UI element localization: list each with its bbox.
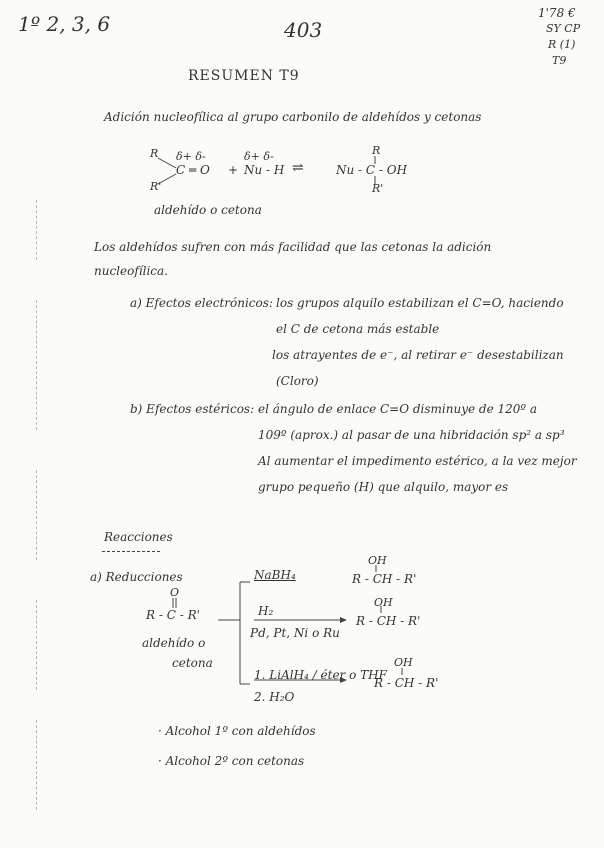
mech-product-bottom: R': [372, 182, 384, 195]
mech-carbonyl: C ═ O: [176, 163, 210, 177]
mech-product: Nu - C - OH: [336, 163, 408, 177]
intro-line-1: Los aldehídos sufren con más facilidad que las cetonas la adición: [94, 240, 492, 254]
mech-charges-reagent: δ+ δ-: [244, 150, 274, 163]
note-secondary-alcohol: · Alcohol 2º con cetonas: [158, 754, 305, 768]
product-3: R - CH - R': [374, 676, 439, 690]
reagent-water: 2. H₂O: [254, 690, 295, 704]
product-3-oh: OH: [394, 656, 413, 669]
reagent-h2-conditions: Pd, Pt, Ni o Ru: [250, 626, 340, 640]
corner-code: SY CP: [546, 22, 581, 35]
page-number: 403: [284, 18, 323, 42]
reductions-label: a) Reducciones: [90, 570, 183, 584]
point-a-line-3: los atrayentes de e⁻, al retirar e⁻ desestabilizan: [272, 348, 564, 362]
mech-equilibrium-arrow: ⇌: [292, 160, 304, 176]
mech-caption: aldehído o cetona: [154, 203, 262, 217]
mech-reagent: Nu - H: [244, 163, 285, 177]
reactant-caption-2: cetona: [172, 656, 213, 670]
point-a-line-2: el C de cetona más estable: [276, 322, 440, 336]
reactant-oxygen: O: [170, 586, 180, 599]
point-a-line-1: los grupos alquilo estabilizan el C=O, haciendo: [276, 296, 564, 310]
corner-note-left: 1º 2, 3, 6: [18, 12, 111, 36]
mech-product-top: R: [372, 144, 381, 157]
mech-r-top: R: [150, 147, 159, 160]
subtitle: Adición nucleofílica al grupo carbonilo de aldehídos y cetonas: [104, 110, 482, 124]
mech-plus: +: [228, 163, 239, 177]
point-b-label: b) Efectos estéricos:: [130, 402, 255, 416]
mech-charges-carbonyl: δ+ δ-: [176, 150, 206, 163]
intro-line-2: nucleofílica.: [94, 264, 168, 278]
product-1-oh: OH: [368, 554, 387, 567]
reagent-lialh4: 1. LiAlH₄ / éter o THF: [254, 668, 387, 682]
point-b-line-4: grupo pequeño (H) que alquilo, mayor es: [258, 480, 509, 494]
product-2-oh: OH: [374, 596, 393, 609]
reactant-caption-1: aldehído o: [142, 636, 206, 650]
reagent-h2: H₂: [258, 604, 274, 618]
point-b-line-1: el ángulo de enlace C=O disminuye de 120º a: [258, 402, 538, 416]
reagent-nabh4: NaBH₄: [254, 568, 296, 582]
point-a-line-4: (Cloro): [276, 374, 319, 388]
mech-r-bottom: R': [150, 180, 162, 193]
point-b-line-3: Al aumentar el impedimento estérico, a la vez mejor: [258, 454, 577, 468]
product-1: R - CH - R': [352, 572, 417, 586]
product-2: R - CH - R': [356, 614, 421, 628]
corner-price: 1'78 €: [538, 6, 576, 20]
corner-code-2: R (1): [548, 38, 576, 51]
reactions-title: Reacciones: [104, 530, 173, 544]
point-a-label: a) Efectos electrónicos:: [130, 296, 273, 310]
reactant: R - C - R': [146, 608, 200, 622]
note-primary-alcohol: · Alcohol 1º con aldehídos: [158, 724, 316, 738]
reactions-underline: [102, 551, 160, 552]
page-title: RESUMEN T9: [188, 68, 300, 84]
point-b-line-2: 109º (aprox.) al pasar de una hibridación sp² a sp³: [258, 428, 565, 442]
corner-code-3: T9: [552, 54, 567, 67]
